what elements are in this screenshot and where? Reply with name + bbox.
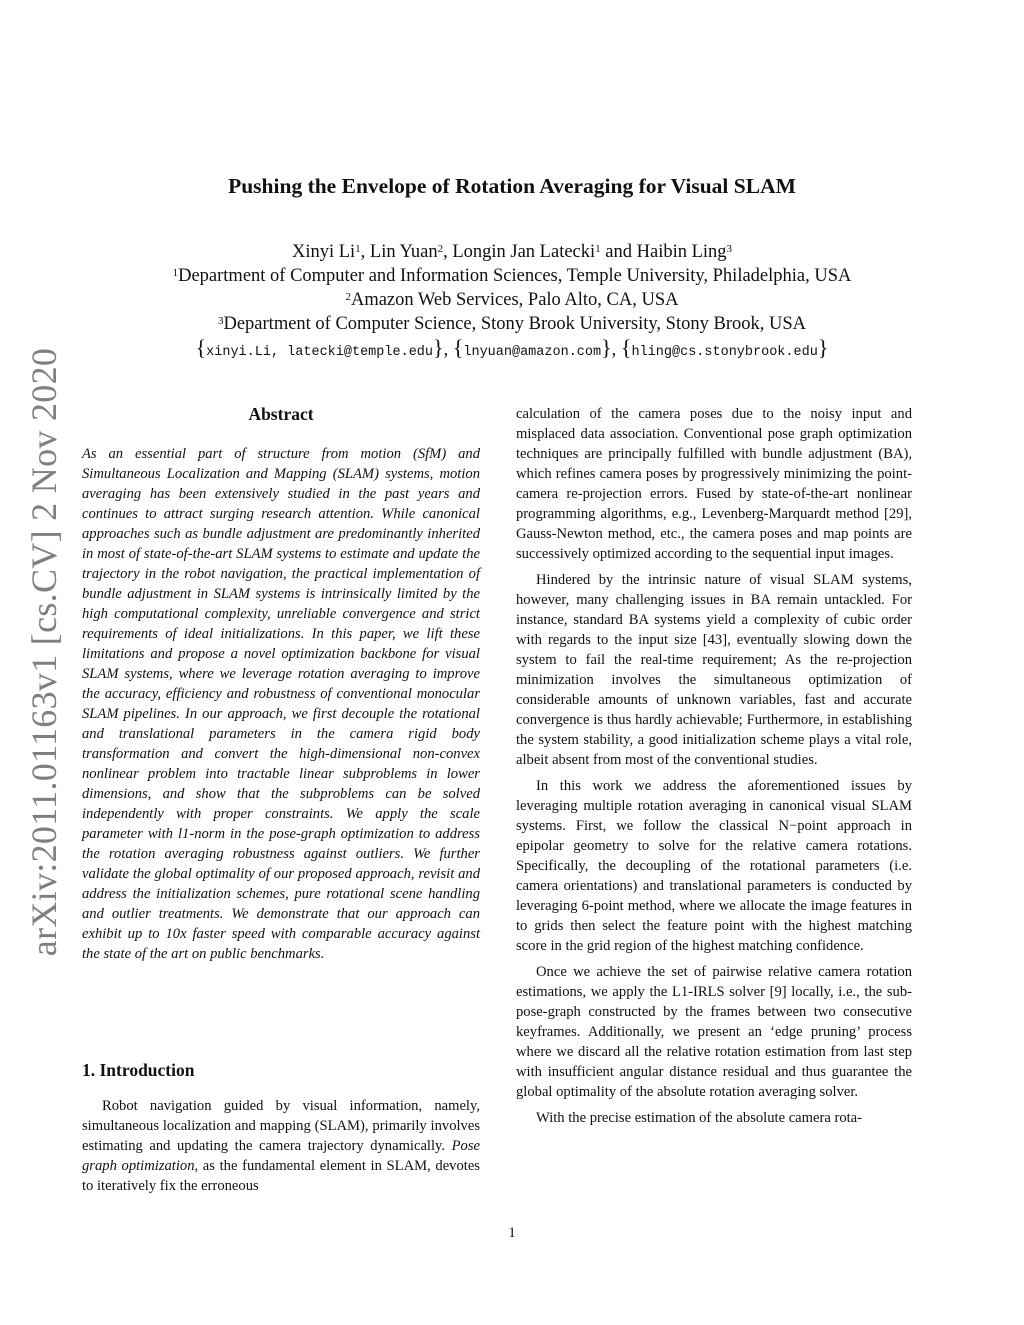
email-amazon[interactable]: lnyuan@amazon.com [463, 345, 602, 360]
author-name: , Longin Jan Latecki [443, 242, 596, 262]
affiliation-3: $^3$Department of Computer Science, Stony Brook University, Stony Brook, USA [217, 314, 806, 334]
email-temple[interactable]: xinyi.Li, latecki@temple.edu [206, 345, 433, 360]
author-name: , Lin Yuan [360, 242, 438, 262]
affiliation-marker: 1 [595, 243, 601, 255]
email-stonybrook[interactable]: hling@cs.stonybrook.edu [631, 345, 818, 360]
right-column [516, 404, 912, 1134]
paragraph: In this work we address the aforementioned issues by leveraging multiple rotation averaging in canonical visual SLAM systems. First, we follow the classical N−point approach in epipolar geometry to solve for the relative camera rotations. Specifically, the decoupling of the rotational parameters (i.e. camera orientations) and translational parameters is conducted by leveraging 6-point method, where we allocate the image features in to grids then select the feature point with the highest matching score in the grid region of the highest matching confidence. [516, 778, 912, 954]
paragraph: With the precise estimation of the absolute camera rota- [536, 1110, 863, 1126]
intro-paragraph: Robot navigation guided by visual information, namely, simultaneous localization and mapping (SLAM), primarily involves estimating and updating the camera trajectory dynamically. Pose graph optimization, as the fundamental element in SLAM, devotes to iteratively fix the erroneous [82, 1098, 480, 1194]
page-number: 1 [508, 1225, 516, 1241]
affiliation-marker: 2 [437, 243, 444, 255]
author-list [0, 240, 1024, 264]
section-heading-introduction: 1. Introduction [82, 1060, 195, 1080]
abstract-body: As an essential part of structure from motion (SfM) and Simultaneous Localization and Mapping (SLAM) systems, motion averaging has been extensively studied in the past years and continues to attract surging research attention. While canonical approaches such as bundle adjustment are predominantly inherited in most of state-of-the-art SLAM systems to estimate and update the trajectory in the robot navigation, the practical implementation of bundle adjustment in SLAM systems is intrinsically limited by the high computational complexity, unreliable convergence and strict requirements of ideal initializations. In this paper, we lift these limitations and propose a novel optimization backbone for visual SLAM systems, where we leverage rotation averaging to improve the accuracy, efficiency and robustness of conventional monocular SLAM pipelines. In our approach, we first decouple the rotational and translational parameters in the camera rigid body transformation and convert the high-dimensional non-convex nonlinear problem into tractable linear subproblems in lower dimensions, and show that the subproblems can be solved independently with proper constraints. We apply the scale parameter with l1-norm in the pose-graph optimization to address the rotation averaging robustness against outliers. We further validate the global optimality of our proposed approach, revisit and address the initialization schemes, pure rotational scene handling and outlier treatments. We demonstrate that our approach can exhibit up to 10x faster speed with comparable accuracy against the state of the art on public benchmarks. [82, 446, 480, 962]
paper-title: Pushing the Envelope of Rotation Averaging for Visual SLAM [228, 174, 796, 198]
arxiv-stamp: arXiv:2011.01163v1 [cs.CV] 2 Nov 2020 [24, 347, 64, 957]
paragraph: calculation of the camera poses due to the noisy input and misplaced data association. Conventional pose graph optimization techniques are principally fulfilled with bundle adjustment (BA), which refines camera poses by progressively minimizing the point-camera re-projection errors. Fused by state-of-the-art nonlinear programming algorithms, e.g., Levenberg-Marquardt method [29], Gauss-Newton method, etc., the camera poses and map points are successively optimized according to the sequential input images. [516, 406, 912, 562]
affiliation-marker: 1 [355, 243, 361, 255]
author-name: Xinyi Li [291, 242, 356, 262]
affiliation-1: $^1$Department of Computer and Information Sciences, Temple University, Philadelphia, USA [172, 266, 852, 286]
author-name: and Haibin Ling [600, 242, 727, 262]
affiliation-marker: 3 [726, 243, 733, 255]
abstract-heading: Abstract [248, 404, 314, 424]
paragraph: Once we achieve the set of pairwise relative camera rotation estimations, we apply the L1-IRLS solver [9] locally, i.e., the sub-pose-graph constructed by the frames between two consecutive keyframes. Additionally, we present an ‘edge pruning’ process where we discard all the relative rotation estimation from last step with insufficient angular distance residual and thus guarantee the global optimality of the absolute rotation averaging solver. [516, 964, 912, 1100]
email-list: {xinyi.Li, latecki@temple.edu}, {lnyuan@amazon.com}, {hling@cs.stonybrook.edu} [195, 335, 829, 360]
affiliation-2: $^2$Amazon Web Services, Palo Alto, CA, USA [345, 290, 679, 310]
paragraph: Hindered by the intrinsic nature of visual SLAM systems, however, many challenging issues in BA remain untackled. For instance, standard BA systems yield a complexity of cubic order with regards to the input size [43], eventually slowing down the system to fail the real-time requirement; As the re-projection minimization involves the simultaneous optimization of considerable amounts of unknown variables, fast and accurate convergence is thus hardly achievable; Furthermore, in establishing the system stability, a good initialization scheme plays a vital role, albeit absent from most of the conventional studies. [516, 572, 912, 768]
